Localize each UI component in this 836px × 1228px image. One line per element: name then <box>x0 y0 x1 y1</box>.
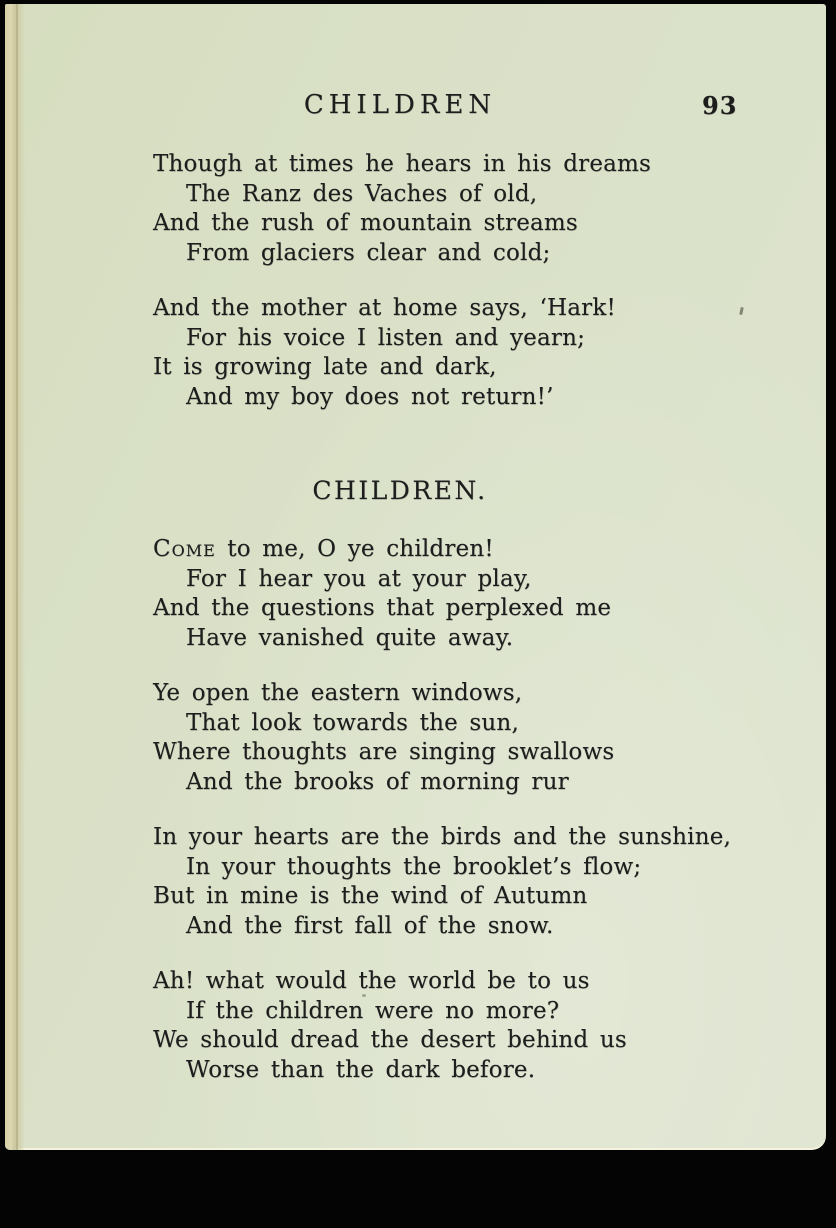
page-crease <box>16 4 18 1150</box>
poem-line: For I hear you at your play, <box>186 565 532 592</box>
poem-line: And the mother at home says, ‘Hark! <box>153 295 616 321</box>
poem-line: Where thoughts are singing swallows <box>153 739 615 765</box>
stanza <box>153 535 793 653</box>
poem-line: From glaciers clear and cold; <box>186 239 551 266</box>
poem-line: Ye open the eastern windows, <box>153 680 523 706</box>
poem-line: And the rush of mountain streams <box>153 210 578 236</box>
stanza <box>153 679 793 797</box>
small-caps-word: Come <box>153 536 216 562</box>
page-number: 93 <box>702 91 738 120</box>
stanza <box>153 967 793 1085</box>
running-header <box>153 90 793 120</box>
poem-title: CHILDREN. <box>312 476 488 505</box>
page-text <box>153 4 793 1111</box>
poem-line: It is growing late and dark, <box>153 354 497 380</box>
poem-line: But in mine is the wind of Autumn <box>153 883 588 909</box>
poem-line: Have vanished quite away. <box>186 624 514 651</box>
poem-line: Worse than the dark before. <box>186 1056 536 1083</box>
poem-line: And the questions that perplexed me <box>153 595 612 621</box>
page-gutter-edge <box>5 4 25 1150</box>
poem-line: If the children were no more? <box>186 997 560 1024</box>
poem-line: In your thoughts the brooklet’s flow; <box>186 853 642 880</box>
book-page <box>5 4 826 1150</box>
poem-line: And the brooks of morning rur <box>186 768 569 795</box>
poem-line: The Ranz des Vaches of old, <box>186 180 538 207</box>
poem-line: For his voice I listen and yearn; <box>186 324 586 351</box>
poem-line: And the first fall of the snow. <box>186 912 554 939</box>
poem-line: Ah! what would the world be to us <box>153 968 590 994</box>
poem-line: And my boy does not return!’ <box>186 383 554 410</box>
running-header-title: CHILDREN <box>303 90 497 120</box>
poem-line: That look towards the sun, <box>186 709 519 736</box>
poem-line: We should dread the desert behind us <box>153 1027 627 1053</box>
stanza <box>153 294 793 412</box>
poem-line: Come to me, O ye children! <box>153 536 494 562</box>
poem-line: Though at times he hears in his dreams <box>153 151 652 177</box>
stanza <box>153 823 793 941</box>
poem-line: In your hearts are the birds and the sunshine, <box>153 824 732 850</box>
stanza <box>153 150 793 268</box>
